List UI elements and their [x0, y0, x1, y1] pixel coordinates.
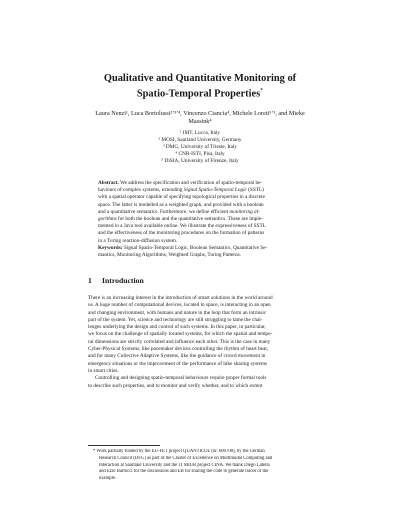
paragraph-line: There is an increasing interest in the introduction of smart solutions in the world around [88, 295, 273, 301]
footnote-rule [88, 445, 160, 446]
title-line-2-text: Spatio-Temporal Properties [136, 88, 261, 100]
section-title: Introduction [102, 276, 144, 285]
abstract-line [98, 187, 304, 194]
abstract-line: in a Turing reaction-diffusion system. [98, 237, 178, 244]
paragraph-line: in smart cities. [88, 367, 119, 374]
section-number: 1 [88, 276, 92, 285]
keywords-line [98, 245, 304, 252]
abstract-line [98, 209, 304, 216]
abstract-line: space. The latter is modelled as a weighted graph, and provided with a boolean [98, 201, 264, 208]
affiliation-5: ⁵ DiSIA, University of Firenze, Italy [161, 158, 239, 165]
title-footnote-mark: * [260, 88, 264, 94]
abstract-line: with a spatial operator capable of specifying topological properties in a discrete [98, 194, 265, 201]
affiliations [0, 130, 400, 165]
body-text [88, 295, 314, 390]
paragraph-line: part of the system. Yet, science and technology are still struggling to tame the chal- [88, 316, 263, 323]
footnote-line: Interaction at Saarland University and the IT MIUR project CINA. We thank Diego Latella [99, 462, 270, 468]
abstract-emphasis: gorithms [98, 216, 117, 223]
abstract-line [98, 180, 304, 187]
abstract-text: We address the specification and verification of spatio-temporal be- [118, 180, 263, 186]
abstract-line: mented in a Java tool available online. We illustrate the expressiveness of SSTL [98, 223, 266, 230]
author-line-2: Massink⁴ [188, 118, 212, 125]
paragraph-line: us. A huge number of computational devices, located in space, is interacting in an open [88, 302, 271, 309]
affiliation-4: ⁴ CNR-ISTI, Pisa, Italy [175, 151, 225, 158]
affiliation-3: ³ DMG, University of Trieste, Italy [162, 144, 238, 151]
abstract-emphasis: monitoring al- [229, 208, 260, 215]
paragraph-line: we focus on the challenge of spatially located systems, for which the spatial and tempo- [88, 331, 273, 338]
footnote-line: Research Council (DFG) as part of the Cluster of Excellence on Multimodal Computing and [99, 455, 273, 461]
section-heading [88, 276, 318, 286]
abstract-line [98, 216, 304, 223]
paper-title [0, 72, 400, 100]
footnote-line: example. [99, 476, 117, 482]
paragraph-line: and changing environment, with humans and nature in the loop that form an intrinsic [88, 309, 267, 316]
footnote [88, 449, 314, 483]
author-line-1: Laura Nenzi¹, Luca Bortolussi²ʼ³ʼ⁴, Vincenzo Ciancia⁴, Michele Loreti⁵ʼ¹, and Mieke [95, 110, 305, 117]
abstract-emphasis: Signal Spatio-Temporal Logic [183, 187, 247, 194]
affiliation-2: ² MOSI, Saarland University, Germany [158, 137, 242, 144]
abstract-line: and the effectiveness of the monitoring procedures on the formation of patterns [98, 230, 265, 237]
keywords-text: Signal Spatio-Temporal Logic, Boolean Semantics, Quantitative Se- [122, 244, 268, 251]
title-line-1: Qualitative and Quantitative Monitoring of [103, 73, 297, 84]
keywords-line: mantics, Monitoring Algorithms, Weighted Graphs, Turing Patterns. [98, 252, 241, 259]
abstract-text: and a quantitative semantics. Furthermore, we define efficient [98, 208, 229, 215]
paragraph-line: Cyber-Physical Systems, like pacemaker devices controlling the rhythm of heart beat, [88, 346, 269, 353]
footnote-line: * Work partially funded by the EU-FET project QUANTICOL (nr. 600708), by the German [93, 449, 265, 454]
footnote-line: and Ezio Bartocci for the discussions and EB for sharing the code to generate traces of the [99, 469, 269, 475]
abstract-text: haviours of complex systems, extending [98, 187, 183, 194]
abstract-text: for both the boolean and the quantitative semantics. These are imple- [116, 216, 263, 223]
author-list [84, 110, 316, 126]
paragraph-line: ral dimensions are strictly correlated and influence each other. This is the case in many [88, 338, 271, 345]
affiliation-1: ¹ IMT, Lucca, Italy [179, 130, 221, 136]
paragraph-line: and for many Collective Adaptive Systems, like the guidance of crowd movement in [88, 353, 266, 360]
paragraph-line: to describe such properties, and to monitor and verify whether, and to which extent [88, 382, 263, 389]
abstract-text: (SSTL) [246, 187, 264, 194]
paragraph-line: emergency situations or the improvement of the performance of bike sharing systems [88, 360, 268, 367]
abstract-label: Abstract. [98, 180, 119, 186]
keywords-label: Keywords: [98, 244, 123, 251]
paragraph-line: Controlling and designing spatio-temporal behaviours require proper formal tools [95, 375, 267, 382]
abstract [98, 180, 304, 259]
title-line-2 [0, 85, 400, 100]
paragraph-line: lenges underlying the design and control of such systems. In this paper, in particular, [88, 324, 266, 331]
